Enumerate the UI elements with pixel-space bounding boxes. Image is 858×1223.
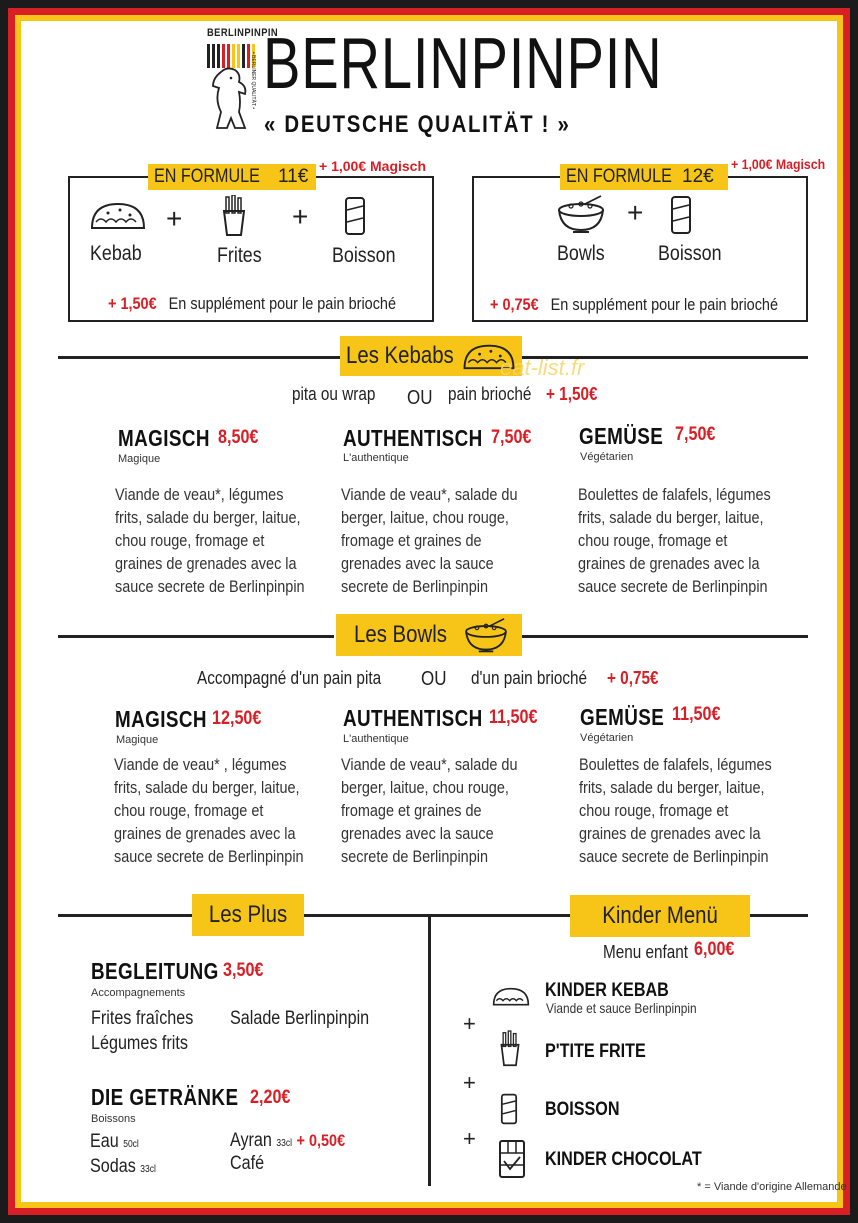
drink-eau [90,1131,139,1153]
kebabs-or: OU [407,387,433,409]
kebab-dish-sub: Végétarien [580,451,634,463]
formula-kebab-supp-text: En supplément pour le pain brioché [168,294,397,313]
formula-bowl-label-text: EN FORMULE [566,166,672,187]
kebab-dish-desc: Boulettes de falafels, légumes frits, salade du berger, laitue, chou rouge, fromage et graines de grenades avec la sauce secrete de Berlinpinpin [578,485,771,596]
formula-bowl-item-boisson: Boisson [658,242,722,265]
formula-kebab-label-text: EN FORMULE [154,166,260,187]
kinder-price: 6,00€ [694,939,735,960]
fries-icon [220,195,248,237]
plus-3: + [627,197,644,228]
formula-kebab-price: 11€ [278,166,309,187]
kebabs-bread-a: pita ou wrap [292,384,376,404]
bowl-dish-price: 11,50€ [489,707,538,728]
kinder-item-name: KINDER KEBAB [545,980,669,1001]
formula-bowl-item-bowls: Bowls [557,242,605,265]
formula-bowl-extra: + 1,00€ Magisch [731,156,826,172]
formula-kebab-supp [108,294,396,314]
formula-kebab-item-frites: Frites [217,244,262,267]
kebab-dish-price: 7,50€ [491,427,532,448]
kebab-dish-name: AUTHENTISCH [343,425,483,451]
bowl-icon [462,617,510,655]
bowls-bread-b: d'un pain brioché [471,668,588,688]
watermark: eat-list.fr [500,355,585,380]
bowl-dish-desc: Boulettes de falafels, légumes frits, salade du berger, laitue, chou rouge, fromage et graines de grenades avec la sauce secrete de Berlinpinpin [579,755,772,866]
kebabs-bread-b-price: + 1,50€ [546,384,598,404]
footnote: * = Viande d'origine Allemande [697,1181,847,1193]
kinder-item-name: KINDER CHOCOLAT [545,1149,702,1170]
can-icon [500,1093,518,1125]
plus-title-text: Les Plus [208,901,288,928]
kebabs-rule-left [58,356,340,359]
bowl-dish-price: 12,50€ [212,708,262,729]
kebab-dish-sub: Magique [118,453,161,465]
bowl-dish-desc: Viande de veau*, salade du berger, laitue, chou rouge, fromage et graines de grenades avec la sauce secrete de Berlinpinpin [341,755,518,866]
bowl-dish-price: 11,50€ [672,704,721,725]
drink-eau-label: Eau [90,1131,119,1152]
logo-small-text: • BERLINER QUALITÄT • [250,52,256,110]
begleitung-name: BEGLEITUNG [91,958,219,984]
getraenke-price: 2,20€ [250,1087,291,1108]
bowls-title-text: Les Bowls [354,621,447,648]
fries-icon [498,1030,522,1068]
kinder-item-name: P'TITE FRITE [545,1041,646,1062]
begleitung-price: 3,50€ [223,960,264,981]
bowl-icon [555,194,607,236]
kebabs-title-text: Les Kebabs [346,342,454,369]
kinder-plus: + [463,1070,476,1095]
brand-title: BERLINPINPIN [263,24,663,104]
tagline: « DEUTSCHE QUALITÄT ! » [264,111,571,138]
getraenke-name: DIE GETRÄNKE [91,1084,239,1110]
getraenke-sub: Boissons [91,1113,136,1125]
drink-sodas-size: 33cl [140,1164,156,1175]
kebab-dish-sub: L'authentique [343,452,409,464]
kinder-plus: + [463,1126,476,1151]
bowl-dish-sub: Végétarien [580,732,634,744]
formula-bowl-price: 12€ [682,166,714,187]
kinder-item-name: BOISSON [545,1099,620,1120]
begleitung-item: Frites fraîches [91,1008,194,1029]
bowl-dish-name: AUTHENTISCH [343,705,483,731]
bowl-dish-sub: L'authentique [343,733,409,745]
kebab-dish-price: 8,50€ [218,427,259,448]
bowls-or: OU [421,668,447,690]
drink-sodas-label: Sodas [90,1156,136,1177]
kebab-dish-desc: Viande de veau*, légumes frits, salade du berger, laitue, chou rouge, fromage et graines de grenades avec la sauce secrete de Berlinpinpin [115,485,305,596]
plus-1: + [166,203,183,234]
kebab-dish-price: 7,50€ [675,424,716,445]
kebab-dish-desc: Viande de veau*, salade du berger, laitue, chou rouge, fromage et graines de grenades avec la sauce secrete de Berlinpinpin [341,485,518,596]
kebab-icon [88,198,148,232]
begleitung-sub: Accompagnements [91,987,186,999]
formula-kebab-label [148,164,316,190]
kinder-title-text: Kinder Menü [602,902,718,929]
formula-bowl-supp-price: + 0,75€ [490,295,539,314]
kinder-rule-left [430,914,570,917]
begleitung-item: Salade Berlinpinpin [230,1008,370,1029]
bowls-bread-b-price: + 0,75€ [607,668,659,688]
formula-kebab-extra: + 1,00€ Magisch [319,158,427,174]
plus-title [192,894,304,936]
kinder-plus: + [463,1011,476,1036]
formula-kebab-item-kebab: Kebab [90,242,142,265]
begleitung-item: Légumes frits [91,1033,188,1054]
drink-cafe: Café [230,1153,265,1174]
formula-bowl-supp-text: En supplément pour le pain brioché [550,295,779,314]
bowls-rule-left [58,635,334,638]
formula-kebab-item-boisson: Boisson [332,244,396,267]
bowl-dish-name: MAGISCH [115,706,207,732]
kebabs-bread-b: pain brioché [448,384,532,404]
bowl-dish-desc: Viande de veau* , légumes frits, salade du berger, laitue, chou rouge, fromage et graines de grenades avec la sauce secrete de Berlinpinpin [114,755,304,866]
can-icon [670,195,692,235]
drink-ayran-label: Ayran [230,1130,272,1151]
kebab-dish-name: MAGISCH [118,425,210,451]
bowls-rule-right [522,635,808,638]
formula-bowl-supp [490,295,778,315]
bowl-dish-name: GEMÜSE [580,704,665,730]
kinder-subtitle: Menu enfant [603,942,689,962]
kinder-title [570,895,750,937]
plus-2: + [292,201,309,232]
drink-ayran-size: 33cl [276,1138,292,1149]
can-icon [344,196,366,236]
formula-kebab-supp-price: + 1,50€ [108,294,157,313]
column-divider [428,914,431,1186]
drink-ayran [230,1130,345,1152]
drink-sodas [90,1156,156,1178]
bowls-bread-a: Accompagné d'un pain pita [197,668,382,688]
bowl-dish-sub: Magique [116,734,159,746]
plus-rule-left [58,914,192,917]
logo-text: BERLINPINPIN [207,27,279,39]
kinder-rule-right [750,914,808,917]
kebab-dish-name: GEMÜSE [579,423,664,449]
plus-rule-right [304,914,430,917]
drink-ayran-price: + 0,50€ [296,1131,346,1150]
drink-eau-size: 50cl [123,1139,139,1150]
kebab-icon [491,984,531,1008]
formula-bowl-label [560,164,728,190]
chocolate-icon [498,1139,526,1179]
kinder-item-sub: Viande et sauce Berlinpinpin [546,1000,697,1016]
